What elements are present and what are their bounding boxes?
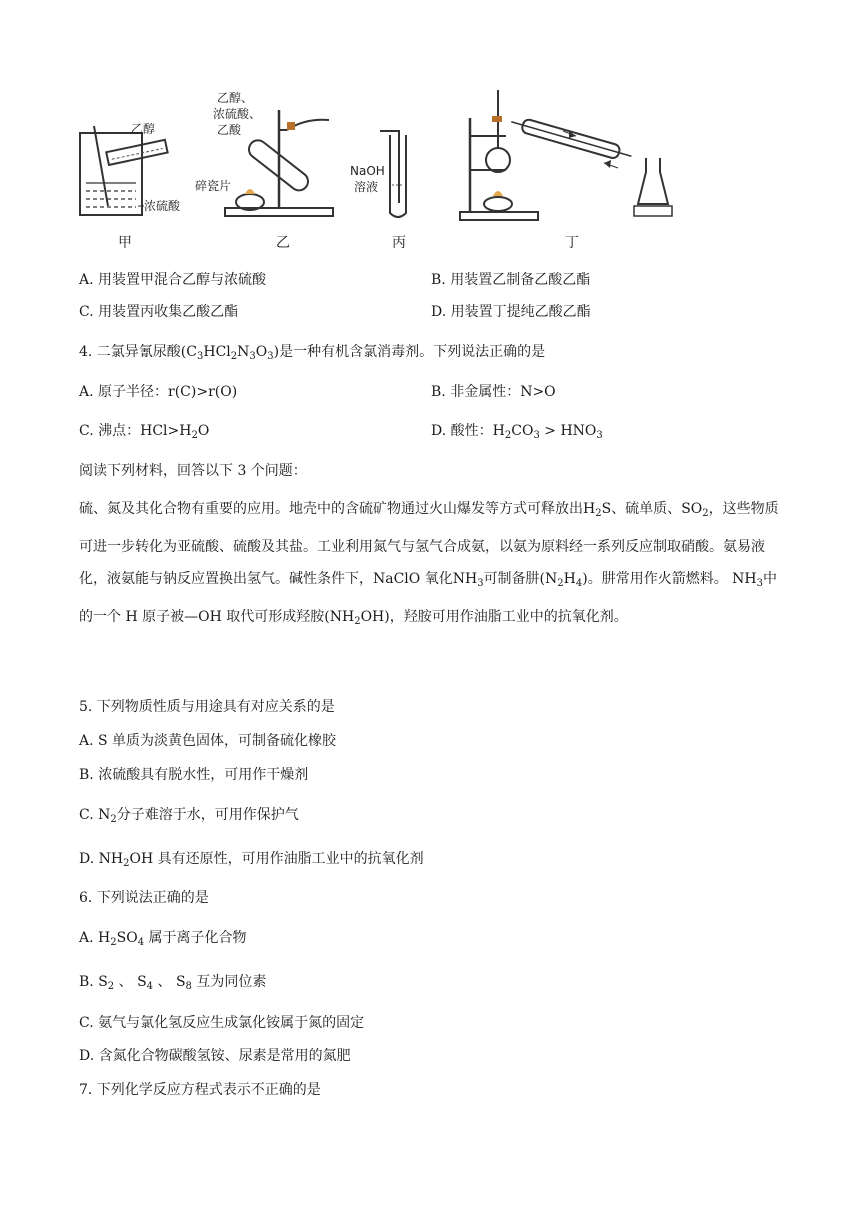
q4-stem: 4. 二氯异氰尿酸$(C_3HCl_2N_3O_3)$是一种有机含氯消毒剂。下列说法正确的是 xyxy=(79,344,546,362)
jia-ethanol-annotation: 乙醇 xyxy=(131,122,156,136)
reading-passage: 硫、氮及其化合物有重要的应用。地壳中的含硫矿物通过火山爆发等方式可释放出$H_2S$、硫单质、$SO_2$，这些物质可进一步转化为亚硫酸、硫酸及其盐。工业利用氮气与氢气合成氨，以氨为原料经一系列反应制取硝酸。氨易液化，液氨能与钠反应置换出氢气。碱性条件下，NaClO 氧化$NH_3$可制备肼$(N_2H_4)$。肼常用作火箭燃料。 $NH_3$中的一个 H 原子被—OH 取代可形成羟胺$(NH_2OH)$，羟胺可用作油脂工业中的抗氧化剂。 xyxy=(79,501,779,627)
q5-option-a: A. S 单质为淡黄色固体，可制备硫化橡胶 xyxy=(79,733,337,749)
q4-option-b: B. 非金属性：N>O xyxy=(431,384,556,400)
apparatus-ding-figure xyxy=(458,88,678,223)
yi-porcelain-chips-annotation: 碎瓷片 xyxy=(195,179,232,193)
apparatus-yi-figure xyxy=(195,90,335,225)
q5-stem: 5. 下列物质性质与用途具有对应关系的是 xyxy=(79,699,335,715)
q5-option-d: D. $NH_2OH$ 具有还原性，可用作油脂工业中的抗氧化剂 xyxy=(79,851,424,869)
q4-option-d: D. 酸性：$H_2CO_3 > HNO_3$ xyxy=(431,423,603,441)
formula-water: $H_2O$ xyxy=(179,423,210,441)
yi-ethanol-annotation: 乙醇、 xyxy=(217,91,254,105)
q6-option-b: B. $S_2$ 、 $S_4$ 、 $S_8$ 互为同位素 xyxy=(79,974,267,992)
formula-nh3-2: $NH_3$ xyxy=(732,571,764,589)
q3-option-b: B. 用装置乙制备乙酸乙酯 xyxy=(431,272,591,288)
bing-solution-annotation: 溶液 xyxy=(354,180,379,194)
q6-option-a: A. $H_2SO_4$ 属于离子化合物 xyxy=(79,930,247,948)
formula-acid-comparison: $H_2CO_3 > HNO_3$ xyxy=(492,423,603,441)
bing-naoh-annotation: NaOH xyxy=(350,164,385,178)
yi-acetic-acid-annotation: 乙酸 xyxy=(217,123,242,137)
formula-dichloroisocyanuric-acid: $C_3HCl_2N_3O_3$ xyxy=(186,344,274,362)
apparatus-bing-figure xyxy=(350,125,420,225)
formula-sulfur-allotropes: $S_2$ 、 $S_4$ 、 $S_8$ xyxy=(98,974,192,992)
q6-stem: 6. 下列说法正确的是 xyxy=(79,890,209,906)
formula-nh3: $NH_3$ xyxy=(452,571,484,589)
reading-intro: 阅读下列材料，回答以下 3 个问题： xyxy=(79,463,307,479)
figure-label-yi: 乙 xyxy=(276,235,290,251)
q3-option-c: C. 用装置丙收集乙酸乙酯 xyxy=(79,304,239,320)
yi-sulfuric-acid-annotation: 浓硫酸、 xyxy=(213,107,262,121)
q6-option-c: C. 氨气与氯化氢反应生成氯化铵属于氮的固定 xyxy=(79,1015,365,1031)
formula-h2s: $H_2S$ xyxy=(583,501,612,519)
q6-option-d: D. 含氮化合物碳酸氢铵、尿素是常用的氮肥 xyxy=(79,1048,351,1064)
figure-label-ding: 丁 xyxy=(565,235,579,251)
q5-option-c: C. $N_2$分子难溶于水，可用作保护气 xyxy=(79,807,299,825)
formula-nh2oh-2: $NH_2OH$ xyxy=(98,851,154,869)
q4-option-a: A. 原子半径：r(C)>r(O) xyxy=(79,384,238,400)
q4-option-c: C. 沸点：$HCl>H_2O$ xyxy=(79,423,210,441)
formula-so2: $SO_2$ xyxy=(681,501,709,519)
formula-n2: $N_2$ xyxy=(98,807,117,825)
q5-option-b: B. 浓硫酸具有脱水性，可用作干燥剂 xyxy=(79,767,309,783)
jia-sulfuric-acid-annotation: 浓硫酸 xyxy=(144,199,181,213)
q7-stem: 7. 下列化学反应方程式表示不正确的是 xyxy=(79,1082,321,1098)
formula-h2so4: $H_2SO_4$ xyxy=(98,930,145,948)
figure-label-bing: 丙 xyxy=(392,235,406,251)
q3-option-a: A. 用装置甲混合乙醇与浓硫酸 xyxy=(79,272,267,288)
formula-n2h4: $N_2H_4$ xyxy=(545,571,583,589)
q3-option-d: D. 用装置丁提纯乙酸乙酯 xyxy=(431,304,591,320)
figure-label-jia: 甲 xyxy=(118,235,132,251)
apparatus-jia-figure xyxy=(76,88,186,223)
formula-nh2oh: $NH_2OH$ xyxy=(329,608,385,627)
